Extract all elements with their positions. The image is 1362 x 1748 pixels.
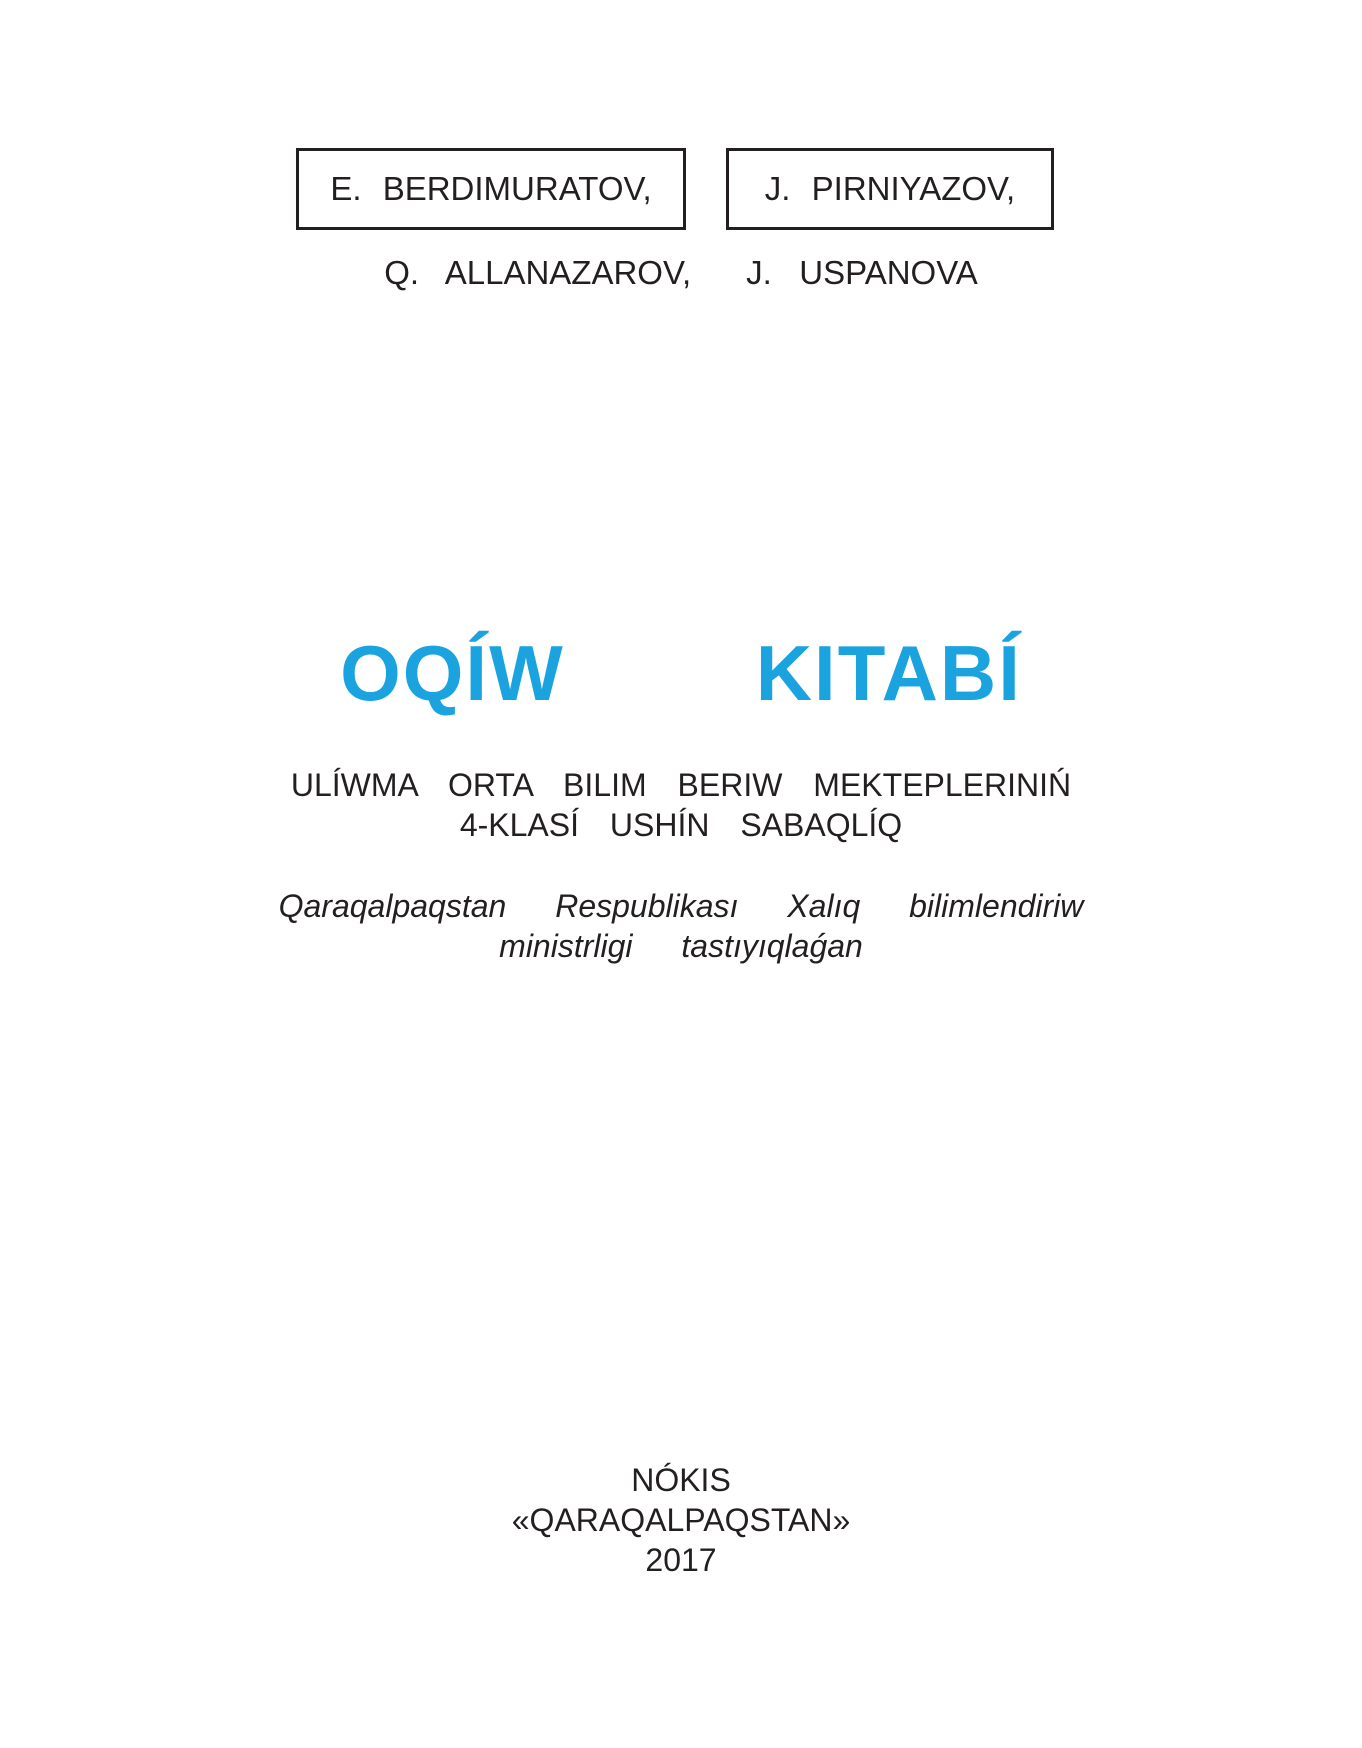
approval-line-2: ministrligi tastıyıqlaǵan [499, 928, 863, 964]
author-name: J. PIRNIYAZOV, [764, 170, 1016, 207]
authors-line-2: Q. ALLANAZAROV, J. USPANOVA [384, 254, 978, 291]
author-box-pirniyazov [726, 148, 1054, 230]
book-title: OQÍW KITABÍ [340, 629, 1022, 717]
approval-line-1: Qaraqalpaqstan Respublikası Xalıq bilimlendiriw [278, 888, 1084, 924]
subtitle-line-2: 4-KLASÍ USHÍN SABAQLÍQ [459, 807, 903, 843]
author-box-berdimuratov [296, 148, 686, 230]
publication-year: 2017 [645, 1542, 717, 1578]
publisher-name: «QARAQALPAQSTAN» [511, 1502, 851, 1538]
author-name: E. BERDIMURATOV, [330, 170, 652, 207]
publisher-city: NÓKIS [631, 1462, 731, 1498]
subtitle-line-1: ULÍWMA ORTA BILIM BERIW MEKTEPLERINIŃ [290, 767, 1072, 803]
